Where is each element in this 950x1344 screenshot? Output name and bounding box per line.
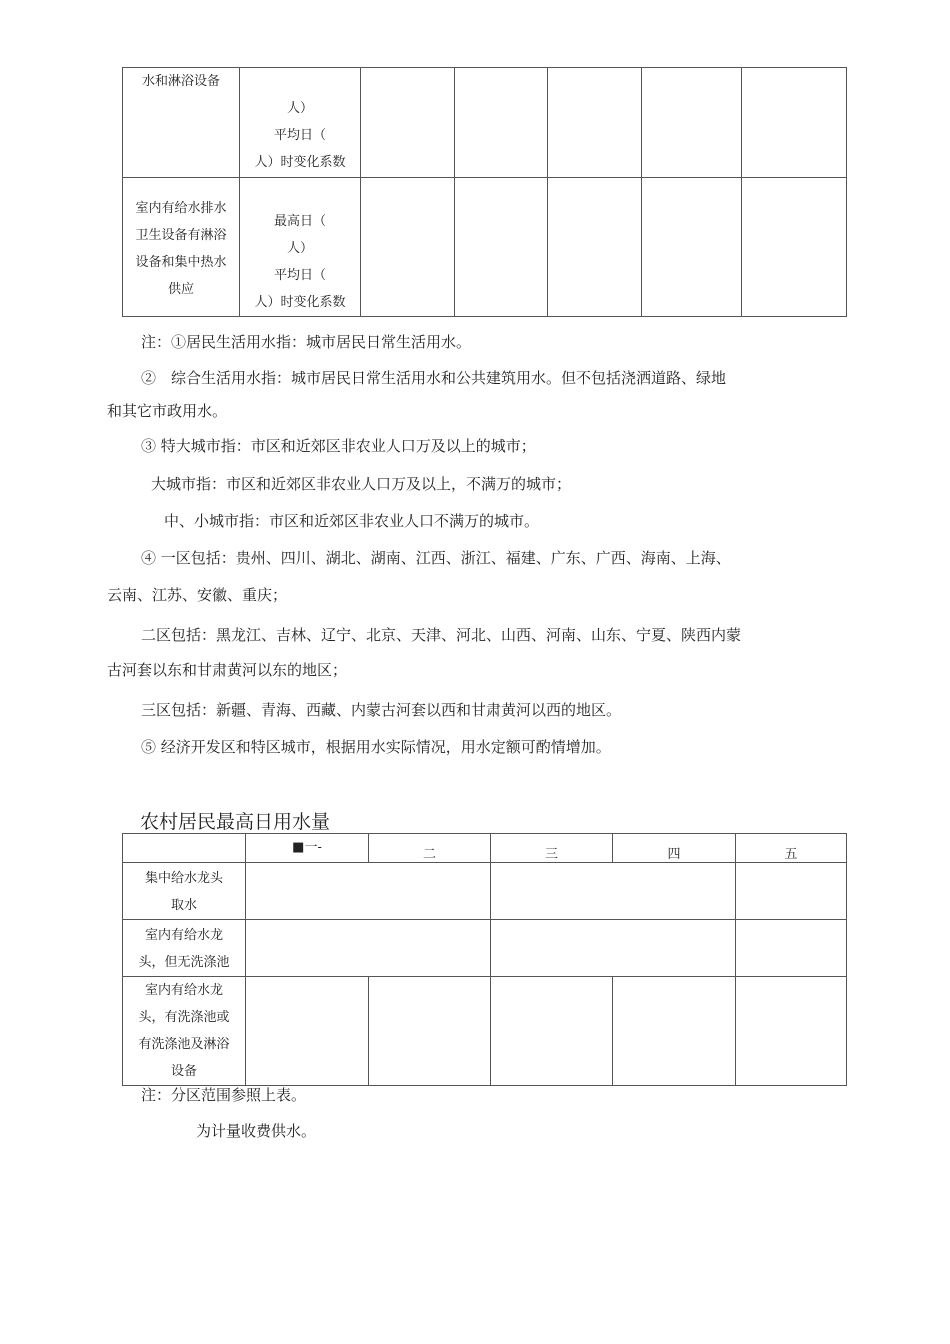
row-metric-cell	[240, 178, 361, 317]
row-label-line: 设备	[170, 1064, 197, 1079]
header-empty-cell	[123, 834, 246, 863]
table-header-row	[123, 834, 847, 863]
note-zone-3: 三区包括：新疆、青海、西藏、内蒙古河套以西和甘肃黄河以西的地区。	[141, 701, 622, 719]
metric-line: 平均日（	[273, 128, 326, 143]
data-cell	[491, 920, 736, 977]
row-label-cell	[123, 977, 246, 1086]
metric-line	[240, 68, 360, 95]
row-label-cell	[123, 920, 246, 977]
category-line: 室内有给水排水	[135, 201, 227, 216]
data-cell	[246, 977, 369, 1086]
table-row	[123, 863, 847, 920]
rural-water-use-table	[122, 833, 847, 1086]
metric-line: 人）	[286, 241, 313, 256]
row-label-line: 室内有给水龙	[144, 983, 223, 998]
note-zone-2-cont: 古河套以东和甘肃黄河以东的地区；	[107, 661, 348, 679]
category-line: 卫生设备有淋浴	[135, 228, 227, 243]
category-line: 设备和集中热水	[135, 255, 227, 270]
note-comprehensive-water: ② 综合生活用水指：城市居民日常生活用水和公共建筑用水。但不包括浇洒道路、绿地	[141, 369, 727, 387]
note-residential-water: 注：①居民生活用水指：城市居民日常生活用水。	[141, 333, 472, 351]
data-cell	[455, 178, 548, 317]
note-zone-1-cont: 云南、江苏、安徽、重庆；	[107, 586, 288, 604]
data-cell	[736, 977, 847, 1086]
data-cell	[742, 178, 847, 317]
data-cell	[455, 68, 548, 178]
data-cell	[642, 68, 742, 178]
header-zone-3: 三	[491, 834, 613, 863]
table-row	[123, 68, 847, 178]
row-category-cell	[123, 178, 240, 317]
data-cell	[613, 977, 736, 1086]
note-zone-2: 二区包括：黑龙江、吉林、辽宁、北京、天津、河北、山西、河南、山东、宁夏、陕西内蒙	[141, 626, 742, 644]
data-cell	[736, 863, 847, 920]
data-cell	[742, 68, 847, 178]
table-row	[123, 178, 847, 317]
metric-line: 人）时变化系数	[254, 295, 346, 310]
note-zone-reference: 注：分区范围参照上表。	[141, 1086, 307, 1104]
row-label-line: 头，但无洗涤池	[138, 955, 230, 970]
header-zone-2: 二	[369, 834, 491, 863]
metric-line: 最高日（	[273, 214, 326, 229]
urban-water-use-table	[122, 67, 847, 317]
note-big-city: 大城市指：市区和近郊区非农业人口万及以上，不满万的城市；	[151, 475, 572, 493]
data-cell	[491, 977, 613, 1086]
note-zone-1: ④ 一区包括：贵州、四川、湖北、湖南、江西、浙江、福建、广东、广西、海南、上海、	[141, 549, 731, 567]
row-label-line: 头，有洗涤池或	[138, 1010, 230, 1025]
note-metered-supply: 为计量收费供水。	[196, 1122, 317, 1140]
rural-table-title: 农村居民最高日用水量	[140, 811, 331, 833]
data-cell	[736, 920, 847, 977]
row-label-line: 取水	[170, 898, 197, 913]
metric-line: 人）时变化系数	[254, 155, 346, 170]
table-row	[123, 920, 847, 977]
row-label-cell	[123, 863, 246, 920]
data-cell	[361, 68, 455, 178]
data-cell	[548, 178, 642, 317]
data-cell	[246, 863, 491, 920]
row-category-cell	[123, 68, 240, 178]
category-line: 水和淋浴设备	[141, 74, 220, 89]
row-label-line: 有洗涤池及淋浴	[138, 1037, 230, 1052]
header-zone-4: 四	[613, 834, 736, 863]
note-small-city: 中、小城市指：市区和近郊区非农业人口不满万的城市。	[164, 512, 540, 530]
note-comprehensive-water-cont: 和其它市政用水。	[107, 402, 228, 420]
metric-line: 平均日（	[273, 268, 326, 283]
header-zone-1: ■一-	[246, 834, 369, 863]
category-line: 供应	[167, 282, 194, 297]
row-label-line: 室内有给水龙	[144, 928, 223, 943]
data-cell	[491, 863, 736, 920]
table-row	[123, 977, 847, 1086]
header-zone-5: 五	[736, 834, 847, 863]
note-economic-zone: ⑤ 经济开发区和特区城市，根据用水实际情况，用水定额可酌情增加。	[141, 738, 611, 756]
row-metric-cell	[240, 68, 361, 178]
metric-line: 人）	[286, 101, 313, 116]
data-cell	[246, 920, 491, 977]
data-cell	[361, 178, 455, 317]
data-cell	[548, 68, 642, 178]
note-megacity: ③ 特大城市指：市区和近郊区非农业人口万及以上的城市；	[141, 437, 536, 455]
data-cell	[642, 178, 742, 317]
row-label-line: 集中给水龙头	[144, 871, 223, 886]
data-cell	[369, 977, 491, 1086]
